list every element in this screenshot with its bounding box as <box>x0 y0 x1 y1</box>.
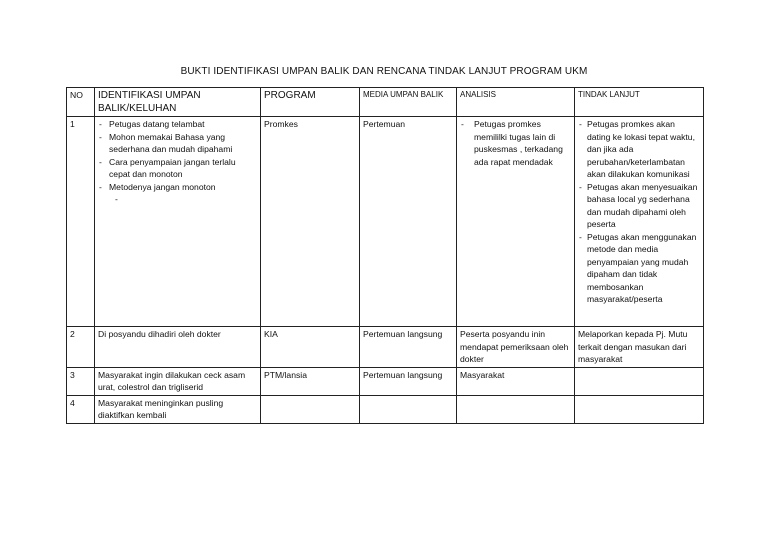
list-item: - Petugas datang telambat <box>98 118 256 131</box>
cell-tindak-lanjut <box>575 367 704 395</box>
cell-no: 1 <box>67 117 95 327</box>
list-item: - Metodenya jangan monoton <box>98 181 256 194</box>
cell-program: Promkes <box>261 117 360 327</box>
cell-identifikasi: Masyarakat meninginkan pusling diaktifkan kembali <box>95 395 261 423</box>
cell-tindak-lanjut <box>575 117 704 327</box>
table-row <box>67 117 704 327</box>
cell-tindak-lanjut: Melaporkan kepada Pj. Mutu terkait dengan masukan dari masyarakat <box>575 327 704 368</box>
header-program: PROGRAM <box>261 88 360 117</box>
list-item: - Petugas akan menggunakan metode dan media penyampaian yang mudah dipaham dan tidak membosankan masyarakat/peserta <box>578 231 699 306</box>
cell-program: KIA <box>261 327 360 368</box>
list-item: - Petugas promkes memililki tugas lain di puskesmas , terkadang ada rapat mendadak <box>460 118 570 168</box>
cell-analisis: Masyarakat <box>457 367 575 395</box>
cell-analisis <box>457 395 575 423</box>
list-item: - Petugas promkes akan dating ke lokasi tepat waktu, dan jika ada perubahan/keterlambatan akan dilakukan komunikasi <box>578 118 699 181</box>
feedback-table <box>66 87 704 424</box>
cell-no: 4 <box>67 395 95 423</box>
cell-program: PTM/lansia <box>261 367 360 395</box>
header-tindak-lanjut: TINDAK LANJUT <box>575 88 704 117</box>
cell-identifikasi <box>95 117 261 327</box>
table-row <box>67 367 704 395</box>
cell-no: 3 <box>67 367 95 395</box>
cell-media: Pertemuan langsung <box>360 327 457 368</box>
cell-identifikasi: Masyarakat ingin dilakukan ceck asam urat, colestrol dan trigliserid <box>95 367 261 395</box>
cell-media: Pertemuan <box>360 117 457 327</box>
table-header-row <box>67 88 704 117</box>
header-media: MEDIA UMPAN BALIK <box>360 88 457 117</box>
cell-program <box>261 395 360 423</box>
cell-tindak-lanjut <box>575 395 704 423</box>
cell-media: Pertemuan langsung <box>360 367 457 395</box>
cell-identifikasi: Di posyandu dihadiri oleh dokter <box>95 327 261 368</box>
cell-analisis <box>457 117 575 327</box>
table-row <box>67 395 704 423</box>
document-title: BUKTI IDENTIFIKASI UMPAN BALIK DAN RENCANA TINDAK LANJUT PROGRAM UKM <box>180 66 588 77</box>
empty-bullet: - <box>115 194 118 204</box>
list-item: - Cara penyampaian jangan terlalu cepat dan monoton <box>98 156 256 181</box>
header-analisis: ANALISIS <box>457 88 575 117</box>
tindak-list <box>578 118 699 306</box>
cell-no: 2 <box>67 327 95 368</box>
identifikasi-list <box>98 118 256 193</box>
table-row <box>67 327 704 368</box>
list-item: - Petugas akan menyesuaikan bahasa local yg sederhana dan mudah dipahami oleh peserta <box>578 181 699 231</box>
cell-media <box>360 395 457 423</box>
analisis-list <box>460 118 570 168</box>
header-no: NO <box>67 88 95 117</box>
header-identifikasi: IDENTIFIKASI UMPAN BALIK/KELUHAN <box>95 88 261 117</box>
cell-analisis: Peserta posyandu inin mendapat pemeriksaan oleh dokter <box>457 327 575 368</box>
list-item: - Mohon memakai Bahasa yang sederhana dan mudah dipahami <box>98 131 256 156</box>
